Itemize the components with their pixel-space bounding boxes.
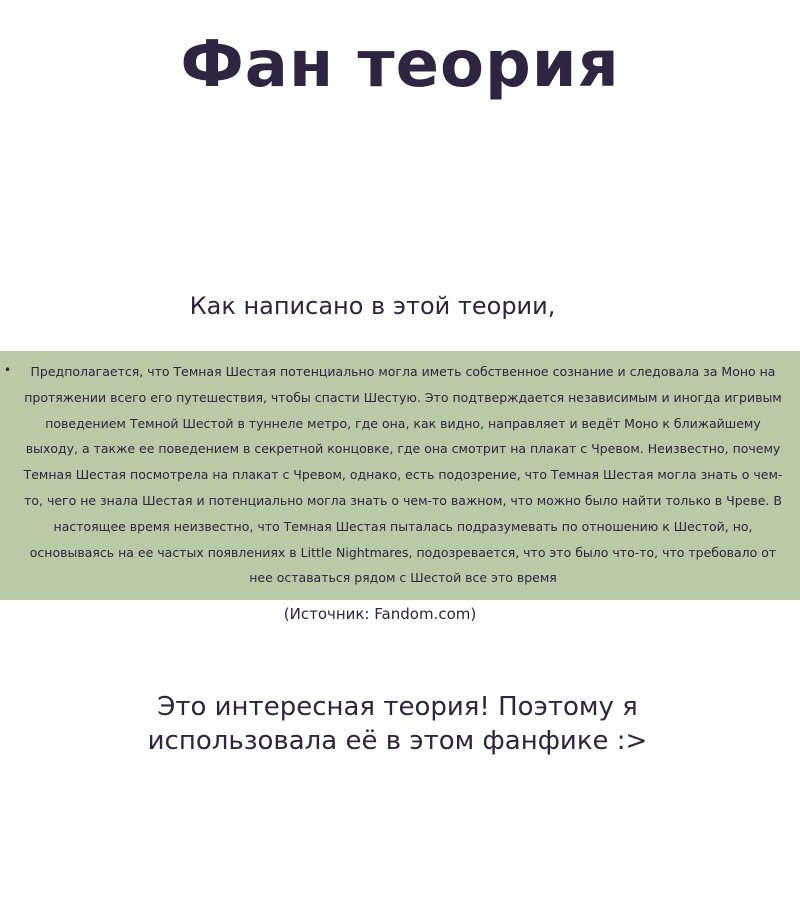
theory-intro-heading: Как написано в этой теории,: [189, 292, 556, 320]
theory-quote-text: Предполагается, что Темная Шестая потенциально могла иметь собственное сознание и следовала за Моно на протяжении всего его путешествия, чтобы спасти Шестую. Это подтверждается независимым и иногда игривым поведением Темной Шестой в туннеле метро, где она, как видно, направляет и ведёт Моно к ближайшему выходу, а также ее поведением в секретной концовке, где она смотрит на плакат с Чревом. Неизвестно, почему Темная Шестая посмотрела на плакат с Чревом, однако, есть подозрение, что Темная Шестая могла знать о чем-то, чего не знала Шестая и потенциально могла знать о чем-то важном, что можно было найти только в Чреве. В настоящее время неизвестно, что Темная Шестая пыталась подразумевать по отношению к Шестой, но, основываясь на ее частых появлениях в Little Nightmares, подозревается, что это было что-то, что требовало от нее оставаться рядом с Шестой все это время: [23, 364, 783, 586]
page-title: Фан теория: [180, 28, 620, 102]
closing-remark: Это интересная теория! Поэтому я использовала её в этом фанфике :>: [147, 692, 648, 756]
bullet-icon: •: [4, 363, 12, 377]
theory-quote-block: [0, 351, 800, 600]
source-citation: (Источник: Fandom.com): [283, 605, 477, 623]
